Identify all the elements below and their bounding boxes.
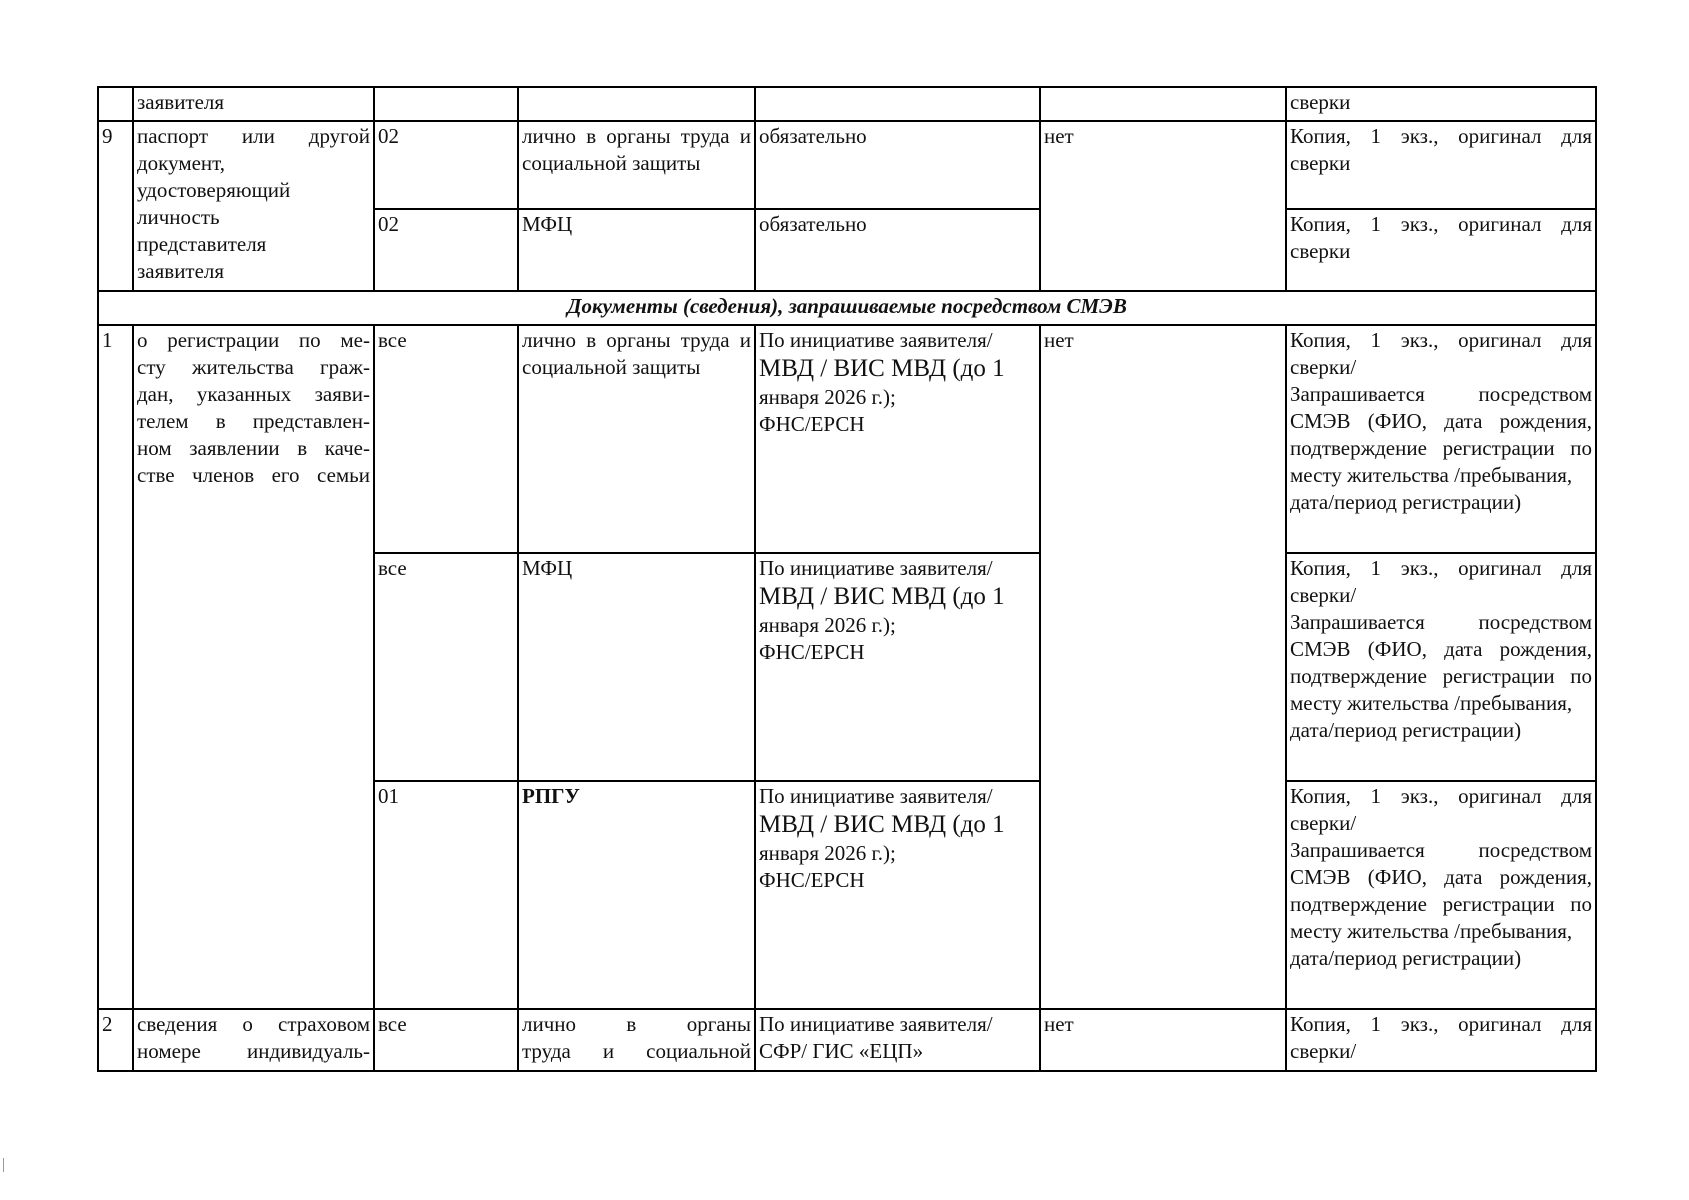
copy-line: Копия, 1 экз., оригинал для сверки/ [1290,328,1592,379]
initiative-line: ФНС/ЕРСН [759,640,865,664]
initiative-line: МВД / ВИС МВД (до 1 [759,355,1005,382]
table-row [98,1009,1596,1071]
initiative-line: По инициативе заявителя/ [759,328,993,352]
requirement-cell [755,87,1040,121]
table-section-row [98,291,1596,325]
doc-name-cell [133,121,374,291]
initiative-line: ФНС/ЕРСН [759,868,865,892]
col6-cell [1040,87,1286,121]
initiative-line: По инициативе заявителя/ [759,556,993,580]
copy-line: дата/период регистрации) [1290,490,1522,514]
table-row [98,325,1596,553]
copy-cell: сверки [1286,87,1596,121]
channel-cell: МФЦ [518,209,755,291]
initiative-line: января 2026 г.); [759,385,896,409]
copy-line: Запрашивается посредством СМЭВ (ФИО, дата рождения, подтверждение регистрации по месту жительства /пребывания, [1290,382,1592,487]
initiative-cell [755,325,1040,553]
doc-name-cell [133,325,374,1009]
doc-name-line: представителя [137,232,267,256]
col6-cell: нет [1040,121,1286,291]
code-cell: 01 [374,781,518,1009]
channel-cell [518,87,755,121]
copy-line: сверки/ [1290,1039,1357,1063]
channel-cell: лично в органы труда и социальной защиты [518,121,755,209]
initiative-line: ФНС/ЕРСН [759,412,865,436]
section-title: Документы (сведения), запрашиваемые посредством СМЭВ [98,291,1596,325]
requirement-cell: обязательно [755,209,1040,291]
doc-name-line: личность [137,205,220,229]
copy-line: Копия, 1 экз., оригинал для сверки/ [1290,784,1592,835]
copy-line: дата/период регистрации) [1290,718,1522,742]
channel-cell [518,1009,755,1071]
doc-name-line: номере индивидуаль- [137,1039,370,1063]
copy-line: Копия, 1 экз., оригинал для сверки/ [1290,556,1592,607]
copy-cell: Копия, 1 экз., оригинал для сверки [1286,209,1596,291]
channel-line: труда и социальной [522,1039,751,1063]
doc-name-line: заявителя [137,259,225,283]
copy-cell [1286,553,1596,781]
doc-name-line: документ, [137,151,226,175]
copy-line: дата/период регистрации) [1290,946,1522,970]
doc-name-line: удостоверяющий [137,178,291,202]
code-cell: 02 [374,121,518,209]
doc-name-cell [133,1009,374,1071]
requirement-cell: обязательно [755,121,1040,209]
initiative-line: По инициативе заявителя/ [759,784,993,808]
initiative-cell [755,553,1040,781]
table-row [98,87,1596,121]
doc-name-line: сту жительства граж- [137,355,370,379]
code-cell: все [374,325,518,553]
copy-line: Копия, 1 экз., оригинал для [1290,1012,1592,1036]
code-cell [374,87,518,121]
doc-name-line: телем в представлен- [137,409,370,433]
doc-name-line: о регистрации по ме- [137,328,370,352]
initiative-line: СФР/ ГИС «ЕЦП» [759,1039,924,1063]
col6-cell: нет [1040,325,1286,1009]
channel-cell: МФЦ [518,553,755,781]
row-number-cell: 1 [98,325,133,1009]
code-cell: 02 [374,209,518,291]
initiative-line: января 2026 г.); [759,613,896,637]
col6-cell: нет [1040,1009,1286,1071]
doc-name-line: стве членов его семьи [137,463,370,487]
initiative-line: По инициативе заявителя/ [759,1012,993,1036]
initiative-line: МВД / ВИС МВД (до 1 [759,811,1005,838]
doc-name-cell: заявителя [133,87,374,121]
doc-name-line: ном заявлении в каче- [137,436,370,460]
row-number-cell [98,87,133,121]
code-cell: все [374,1009,518,1071]
initiative-cell [755,781,1040,1009]
initiative-line: МВД / ВИС МВД (до 1 [759,583,1005,610]
initiative-line: января 2026 г.); [759,841,896,865]
code-cell: все [374,553,518,781]
initiative-cell [755,1009,1040,1071]
copy-line: Запрашивается посредством СМЭВ (ФИО, дата рождения, подтверждение регистрации по месту жительства /пребывания, [1290,838,1592,943]
copy-cell [1286,325,1596,553]
channel-line: лично в органы [522,1012,751,1036]
copy-cell: Копия, 1 экз., оригинал для сверки [1286,121,1596,209]
channel-cell: лично в органы труда и социальной защиты [518,325,755,553]
table-row [98,121,1596,209]
documents-table [97,86,1597,1072]
copy-cell [1286,1009,1596,1071]
row-number-cell: 2 [98,1009,133,1071]
copy-line: Запрашивается посредством СМЭВ (ФИО, дата рождения, подтверждение регистрации по месту жительства /пребывания, [1290,610,1592,715]
doc-name-line: паспорт или другой [137,124,370,148]
row-number-cell: 9 [98,121,133,291]
doc-name-line: дан, указанных заяви- [137,382,370,406]
scan-edge-mark [3,1158,4,1172]
doc-name-line: сведения о страховом [137,1012,370,1036]
copy-cell [1286,781,1596,1009]
channel-cell: РПГУ [518,781,755,1009]
